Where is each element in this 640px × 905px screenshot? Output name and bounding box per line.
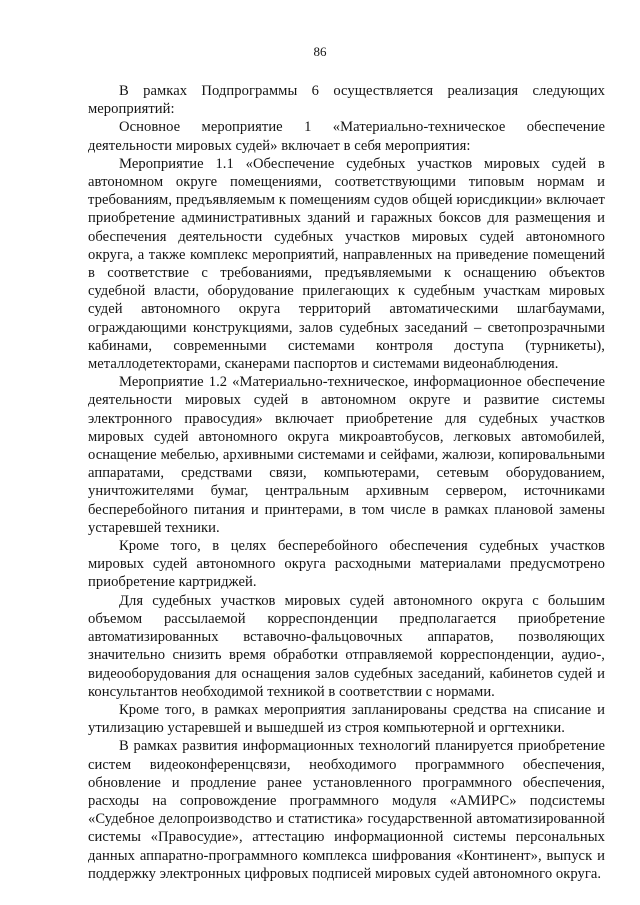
page-number: 86: [313, 44, 327, 59]
paragraph-main-activity-1: Основное мероприятие 1 «Материально-техническое обеспечение деятельности мировых судей» включает в себя мероприятия:: [88, 119, 605, 154]
paragraph-activity-1-2: Мероприятие 1.2 «Материально-техническое, информационное обеспечение деятельности мировых судей в автономном округе и развитие системы электронного правосудия» включает приобретение для судебных участков мировых судей автономного округа микроавтобусов, легковых автомобилей, оснащение мебелью, архивными системами и сейфами, жалюзи, копировальными аппаратами, средствами связи, компьютерами, сетевым оборудованием, уничтожителями бумаг, центральным архивным сервером, источниками бесперебойного питания и принтерами, в том числе в рамках плановой замены устаревшей техники.: [88, 374, 605, 536]
paragraph-disposal: Кроме того, в рамках мероприятия запланированы средства на списание и утилизацию устаревшей и вышедшей из строя компьютерной и оргтехники.: [88, 701, 605, 737]
paragraph-correspondence-equipment: Для судебных участков мировых судей автономного округа с большим объемом рассылаемой корреспонденции предполагается приобретение автоматизированных вставочно-фальцовочных аппаратов, позволяющих значительно снизить время обработки отправляемой корреспонденции, аудио-, видеооборудования для оснащения залов судебных заседаний, кабинетов судей и консультантов необходимой техникой в соответствии с нормами.: [88, 592, 605, 700]
paragraph-intro: В рамках Подпрограммы 6 осуществляется реализация следующих мероприятий:: [88, 83, 605, 118]
paragraph-cartridges: Кроме того, в целях бесперебойного обеспечения судебных участков мировых судей автономного округа расходными материалами предусмотрено приобретение картриджей.: [88, 538, 605, 591]
document-body: [88, 82, 605, 883]
paragraph-activity-1-1: Мероприятие 1.1 «Обеспечение судебных участков мировых судей в автономном округе помещениями, соответствующими типовым нормам и требованиям, предъявляемым к помещениям судов общей юрисдикции» включает приобретение административных зданий и гаражных боксов для размещения и обеспечения деятельности судебных участков мировых судей автономного округа, а также комплекс мероприятий, направленных на приведение помещений в соответствие с требованиями, предъявляемыми к оснащению объектов судебной власти, оборудование прилегающих к судебным участкам мировых судей автономного округа территорий автоматическими шлагбаумами, ограждающими конструкциями, залов судебных заседаний – светопрозрачными кабинами, современными системами контроля доступа (турникеты), металлодетекторами, сканерами паспортов и системами видеонаблюдения.: [88, 155, 605, 373]
paragraph-information-technology: В рамках развития информационных технологий планируется приобретение систем видеоконференцсвязи, необходимого программного обеспечения, обновление и продление ранее установленного программного обеспечения, расходы на сопровождение программного модуля «АМИРС» подсистемы «Судебное делопроизводство и статистика» государственной автоматизированной системы «Правосудие», аттестацию информационной системы персональных данных аппаратно-программного комплекса шифрования «Континент», выпуск и поддержку электронных цифровых подписей мировых судей автономного округа.: [88, 738, 605, 882]
